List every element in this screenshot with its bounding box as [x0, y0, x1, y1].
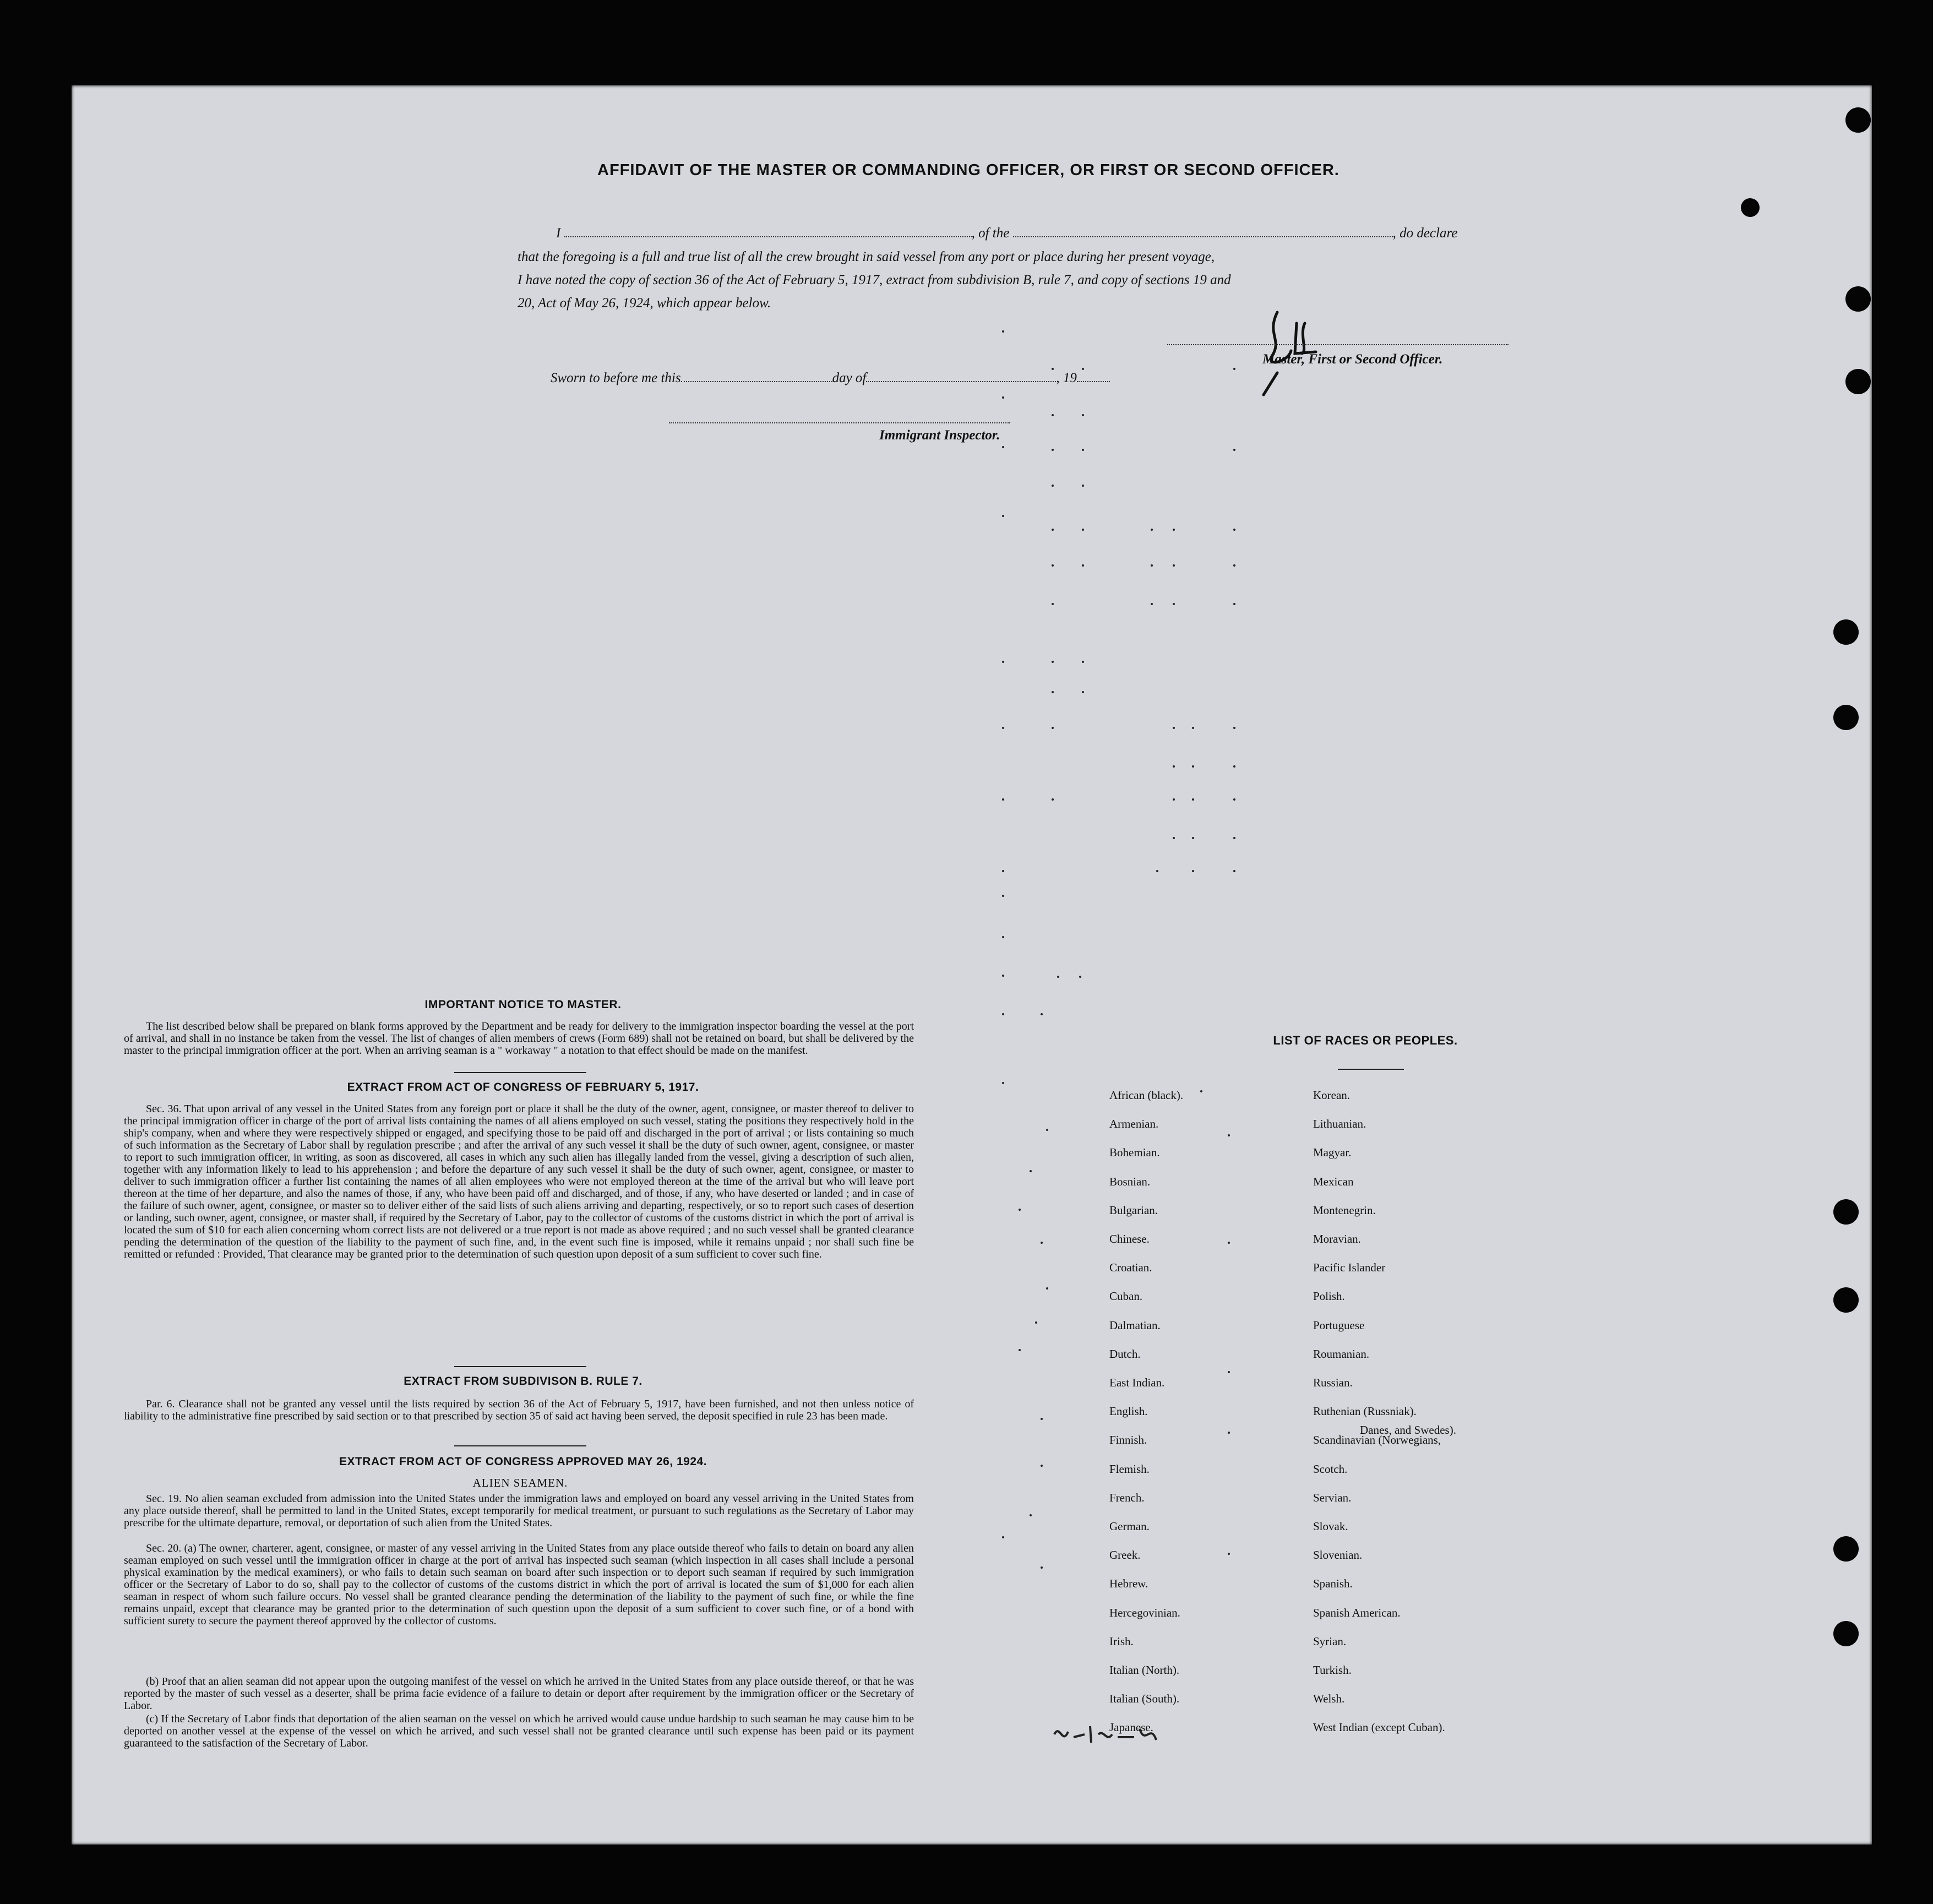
race-item: Bulgarian. — [1109, 1203, 1158, 1217]
stray-dot — [1035, 1321, 1037, 1324]
races-divider — [1338, 1069, 1404, 1070]
sworn-line — [551, 371, 1110, 386]
race-item: Scandinavian (Norwegians, — [1313, 1433, 1441, 1447]
handwritten-signature — [1244, 301, 1354, 400]
race-item: Bohemian. — [1109, 1146, 1160, 1160]
stray-dot — [1030, 1170, 1032, 1172]
stray-dot — [1156, 870, 1158, 872]
stray-dot — [1233, 564, 1235, 567]
inspector-caption: Immigrant Inspector. — [879, 428, 1000, 443]
stray-dot — [1173, 727, 1175, 729]
punch-hole — [1833, 1199, 1859, 1225]
stray-dot — [1052, 691, 1054, 693]
subdivision-text: Par. 6. Clearance shall not be granted any vessel until the lists required by section 36 of the Act of February 5, 1917, have been furnished, and not then unless notice of liability to the administrative fine prescribed by said section or to that prescribed by section 35 of said act having been served, the deposit specified in rule 23 has been made. — [124, 1398, 914, 1422]
race-item: Magyar. — [1313, 1146, 1352, 1160]
stray-dot — [1192, 765, 1194, 768]
stray-dot — [1002, 1536, 1004, 1538]
race-item: Flemish. — [1109, 1462, 1150, 1476]
declaration-line-4: 20, Act of May 26, 1924, which appear below. — [518, 296, 771, 311]
stray-dot — [1233, 798, 1235, 801]
scandinavian-continuation: Danes, and Swedes). — [1360, 1423, 1456, 1437]
punch-hole — [1833, 1621, 1859, 1646]
race-item: Servian. — [1313, 1490, 1352, 1504]
race-item: Slovenian. — [1313, 1548, 1363, 1562]
declaration-declare: , do declare — [1392, 226, 1458, 241]
sec19-text: Sec. 19. No alien seaman excluded from admission into the United States under the immigration laws and employed on board any vessel arriving in the United States from any place outside thereof, shall be permitted to land in the United States, except temporarily for medical treatment, or pursuant to such regulations as the Secretary of Labor may prescribe for the ultimate departure, removal, or deportation of such alien from the United States. — [124, 1493, 914, 1529]
stray-dot — [1002, 895, 1004, 897]
race-item: Russian. — [1313, 1376, 1353, 1389]
stray-dot — [1233, 368, 1235, 370]
stray-dot — [1151, 564, 1153, 567]
stray-dot — [1173, 837, 1175, 839]
stray-dot — [1002, 446, 1004, 448]
stray-dot — [1173, 765, 1175, 768]
document-sheet — [72, 85, 1872, 1845]
stray-dot — [1002, 515, 1004, 517]
race-item: Bosnian. — [1109, 1174, 1151, 1188]
stray-dot — [1233, 449, 1235, 451]
stray-dot — [1173, 529, 1175, 531]
stray-dot — [1233, 837, 1235, 839]
stray-dot — [1041, 1418, 1043, 1420]
race-item: Turkish. — [1313, 1663, 1352, 1677]
punch-hole — [1845, 107, 1871, 133]
stray-dot — [1041, 1242, 1043, 1244]
race-item: Italian (South). — [1109, 1692, 1180, 1706]
race-item: Chinese. — [1109, 1232, 1150, 1245]
stray-dot — [1233, 727, 1235, 729]
stray-dot — [1233, 603, 1235, 605]
race-item: Japanese. — [1109, 1721, 1153, 1734]
stray-dot — [1151, 529, 1153, 531]
stray-dot — [1041, 1465, 1043, 1467]
stray-dot — [1019, 1209, 1021, 1211]
stray-dot — [1002, 975, 1004, 977]
stray-dot — [1002, 1082, 1004, 1084]
stray-dot — [1057, 976, 1059, 978]
sec20c-text: (c) If the Secretary of Labor finds that deportation of the alien seaman on the vessel on which he arrived would cause undue hardship to such seaman he may cause him to be deported on another vessel at the expense of the vessel on which he arrived, and such vessel shall not be granted clearance until such expense has been paid or its payment guaranteed to the satisfaction of the Secretary of Labor. — [124, 1713, 914, 1749]
declaration-line-3: I have noted the copy of section 36 of the Act of February 5, 1917, extract from subdivision B, rule 7, and copy of sections 19 and — [518, 273, 1231, 287]
stray-dot — [1192, 798, 1194, 801]
stray-dot — [1082, 529, 1084, 531]
stray-dot — [1052, 798, 1054, 801]
race-item: Finnish. — [1109, 1433, 1147, 1447]
alien-seamen-heading: ALIEN SEAMEN. — [472, 1476, 568, 1489]
declaration-line-1 — [556, 226, 1457, 241]
race-item: Syrian. — [1313, 1634, 1347, 1648]
race-item: Dalmatian. — [1109, 1318, 1161, 1332]
race-item: Montenegrin. — [1313, 1203, 1376, 1217]
race-item: Lithuanian. — [1313, 1117, 1366, 1131]
punch-hole — [1845, 369, 1871, 394]
stray-dot — [1082, 564, 1084, 567]
races-heading: LIST OF RACES OR PEOPLES. — [1273, 1033, 1458, 1047]
race-item: Armenian. — [1109, 1117, 1159, 1131]
sec20b-text: (b) Proof that an alien seaman did not appear upon the outgoing manifest of the vessel on which he arrived in the United States from any place outside thereof, or that he was reported by the master of such vessel as a deserter, shall be prima facie evidence of a failure to detain or deport after requirement by the immigration officer or the Secretary of Labor. — [124, 1675, 914, 1712]
stray-dot — [1228, 1432, 1230, 1434]
race-item: Polish. — [1313, 1290, 1345, 1303]
extract-1917-text: Sec. 36. That upon arrival of any vessel in the United States from any foreign port or place it shall be the duty of the owner, agent, consignee, or master thereof to deliver to the principal immigration officer in charge of the port of arrival lists containing the names of all aliens employed on such vessel, stating the positions they respectively hold in the ship's company, when and where they were respectively shipped or engaged, and specifying those to be paid off and discharged in the port of arrival ; or lists containing so much of such information as the Secretary of Labor shall by regulation prescribe ; and after the arrival of any such vessel it shall be the duty of such owner, agent, consignee, or master to report to such immigration officer, in writing, as soon as discovered, all cases in which any such alien has illegally landed from the vessel, giving a description of such alien, together with any information likely to lead to his apprehension ; and before the departure of any such vessel it shall be the duty of such owner, agent, consignee, or master to deliver to such immigration officer a further list containing the names of all alien employees who were not employed thereon at the time of the arrival but who will leave port thereon at the time of her departure, and also the names of those, if any, who have been paid off and discharged, and of those, if any, who have deserted or landed ; and in case of the failure of such owner, agent, consignee, or master so to deliver either of the said lists of such aliens arriving and departing, respectively, or so to report such cases of desertion or landing, such owner, agent, consignee, or master shall, if required by the Secretary of Labor, pay to the collector of customs of the customs district in which the port of arrival is located the sum of $10 for each alien concerning whom correct lists are not delivered or a true report is not made as above required ; and no such vessel shall be granted clearance pending the determination of the question of the liability to the payment of such fine, and, in the event such fine is imposed, while it remains unpaid ; nor shall such fine be remitted or refunded : Provided, That clearance may be granted prior to the determination of such question upon deposit of a sum sufficient to cover such fine. — [124, 1103, 914, 1260]
stray-dot — [1082, 414, 1084, 416]
punch-hole — [1833, 619, 1859, 645]
race-item: Moravian. — [1313, 1232, 1361, 1245]
notice-heading: IMPORTANT NOTICE TO MASTER. — [424, 998, 622, 1011]
declaration-of-the: , of the — [971, 226, 1010, 241]
stray-dot — [1046, 1287, 1048, 1290]
stray-dot — [1233, 529, 1235, 531]
sworn-text: Sworn to before me this — [551, 371, 681, 385]
stray-dot — [1173, 603, 1175, 605]
extract-1924-heading: EXTRACT FROM ACT OF CONGRESS APPROVED MAY 26, 1924. — [339, 1455, 707, 1468]
name-blank — [564, 236, 972, 237]
signature-caption: Master, First or Second Officer. — [1262, 352, 1443, 367]
stray-dot — [1052, 727, 1054, 729]
race-item: Slovak. — [1313, 1520, 1348, 1533]
stray-dot — [1052, 485, 1054, 487]
race-item: Pacific Islander — [1313, 1261, 1386, 1275]
stray-dot — [1002, 661, 1004, 663]
race-item: French. — [1109, 1490, 1145, 1504]
stray-dot — [1173, 798, 1175, 801]
stray-dot — [1228, 1134, 1230, 1136]
divider-2 — [454, 1366, 586, 1367]
race-item: Greek. — [1109, 1548, 1141, 1562]
race-item: Mexican — [1313, 1174, 1354, 1188]
stray-dot — [1200, 1090, 1202, 1092]
race-item: African (black). — [1109, 1089, 1184, 1102]
punch-hole — [1845, 286, 1871, 312]
punch-hole — [1833, 1287, 1859, 1313]
stray-dot — [1082, 368, 1084, 370]
stray-dot — [1082, 449, 1084, 451]
stray-dot — [1151, 603, 1153, 605]
stray-dot — [1082, 485, 1084, 487]
race-item: Dutch. — [1109, 1347, 1141, 1361]
notice-text: The list described below shall be prepared on blank forms approved by the Department and be ready for delivery to the immigration inspector boarding the vessel at the port of arrival, and shall in no instance be taken from the vessel. The list of changes of alien members of crews (Form 689) shall not be retained on board, but shall be delivered by the master to the principal immigration officer at the port. When an arriving seaman is a " workaway " a notation to that effect should be made on the manifest. — [124, 1020, 914, 1057]
stray-dot — [1002, 798, 1004, 801]
stray-dot — [1052, 661, 1054, 663]
sec20a-text: Sec. 20. (a) The owner, charterer, agent, consignee, or master of any vessel arriving in the United States from any place outside thereof who fails to detain on board any alien seaman employed on such vessel until the immigration officer in charge at the port of arrival has inspected such seaman (which inspection in all cases shall include a personal physical examination by the medical examiners), or who fails to detain such seaman on board after such inspection or to deport such seaman if required by such immigration officer or the Secretary of Labor to do so, shall pay to the collector of customs of the customs district in which the port of arrival is located the sum of $1,000 for each alien seaman in respect of whom such failure occurs. No vessel shall be granted clearance pending the determination of the liability to the payment of such fine, or while the fine remains unpaid, except that clearance may be granted prior to the determination of such question upon the deposit of a sum sufficient to cover such fine, or of a bond with sufficient surety to secure the payment thereof approved by the collector of customs. — [124, 1542, 914, 1627]
divider-3 — [454, 1445, 586, 1446]
stray-dot — [1030, 1514, 1032, 1516]
race-item: German. — [1109, 1520, 1150, 1533]
race-item: Welsh. — [1313, 1692, 1345, 1706]
stray-dot — [1082, 691, 1084, 693]
stray-dot — [1041, 1013, 1043, 1015]
stray-dot — [1082, 661, 1084, 663]
punch-hole — [1833, 1536, 1859, 1562]
affidavit-title: AFFIDAVIT OF THE MASTER OR COMMANDING OFFICER, OR FIRST OR SECOND OFFICER. — [597, 161, 1340, 179]
race-item: Spanish American. — [1313, 1606, 1401, 1619]
stray-dot — [1002, 1013, 1004, 1015]
stray-dot — [1228, 1553, 1230, 1555]
stray-dot — [1052, 368, 1054, 370]
vessel-blank — [1013, 236, 1393, 237]
stray-dot — [1041, 1566, 1043, 1569]
stray-dot — [1228, 1242, 1230, 1244]
sworn-day-of: day of — [832, 371, 867, 385]
day-blank — [681, 381, 832, 382]
race-item: Scotch. — [1313, 1462, 1348, 1476]
inspector-line — [669, 422, 1010, 423]
race-item: Portuguese — [1313, 1318, 1365, 1332]
stray-dot — [1192, 727, 1194, 729]
stray-dot — [1233, 870, 1235, 872]
race-item: Ruthenian (Russniak). — [1313, 1405, 1417, 1418]
race-item: Italian (North). — [1109, 1663, 1180, 1677]
signature-line — [1167, 344, 1509, 345]
stray-dot — [1002, 727, 1004, 729]
race-item: Hercegovinian. — [1109, 1606, 1180, 1619]
divider-1 — [454, 1072, 586, 1073]
stray-dot — [1052, 449, 1054, 451]
handwritten-scribble — [1052, 1718, 1184, 1751]
stray-dot — [1052, 414, 1054, 416]
year-blank — [1077, 381, 1110, 382]
race-item: Cuban. — [1109, 1290, 1143, 1303]
stray-dot — [1192, 837, 1194, 839]
punch-hole — [1833, 705, 1859, 730]
subdivision-heading: EXTRACT FROM SUBDIVISON B. RULE 7. — [404, 1375, 642, 1388]
stray-dot — [1079, 976, 1081, 978]
stray-dot — [1002, 870, 1004, 872]
stray-dot — [1173, 564, 1175, 567]
stray-dot — [1192, 870, 1194, 872]
stray-dot — [1052, 529, 1054, 531]
race-item: Roumanian. — [1313, 1347, 1370, 1361]
declaration-line-2: that the foregoing is a full and true list of all the crew brought in said vessel from any port or place during her present voyage, — [518, 249, 1215, 264]
race-item: West Indian (except Cuban). — [1313, 1721, 1445, 1734]
stray-dot — [1233, 765, 1235, 768]
stray-dot — [1228, 1371, 1230, 1373]
race-item: Hebrew. — [1109, 1577, 1148, 1591]
race-item: Irish. — [1109, 1634, 1134, 1648]
race-item: Korean. — [1313, 1089, 1351, 1102]
stray-dot — [1002, 396, 1004, 399]
extract-1917-heading: EXTRACT FROM ACT OF CONGRESS OF FEBRUARY 5, 1917. — [347, 1081, 699, 1094]
race-item: East Indian. — [1109, 1376, 1165, 1389]
race-item: Croatian. — [1109, 1261, 1152, 1275]
month-blank — [866, 381, 1056, 382]
stray-dot — [1052, 603, 1054, 605]
sworn-year: , 19 — [1056, 371, 1077, 385]
stray-dot — [1002, 330, 1004, 333]
stray-dot — [1002, 936, 1004, 938]
punch-hole — [1741, 198, 1760, 217]
declaration-i: I — [556, 226, 561, 241]
race-item: Spanish. — [1313, 1577, 1353, 1591]
stray-dot — [1052, 564, 1054, 567]
stray-dot — [1019, 1349, 1021, 1351]
stray-dot — [1046, 1129, 1048, 1131]
race-item: English. — [1109, 1405, 1148, 1418]
